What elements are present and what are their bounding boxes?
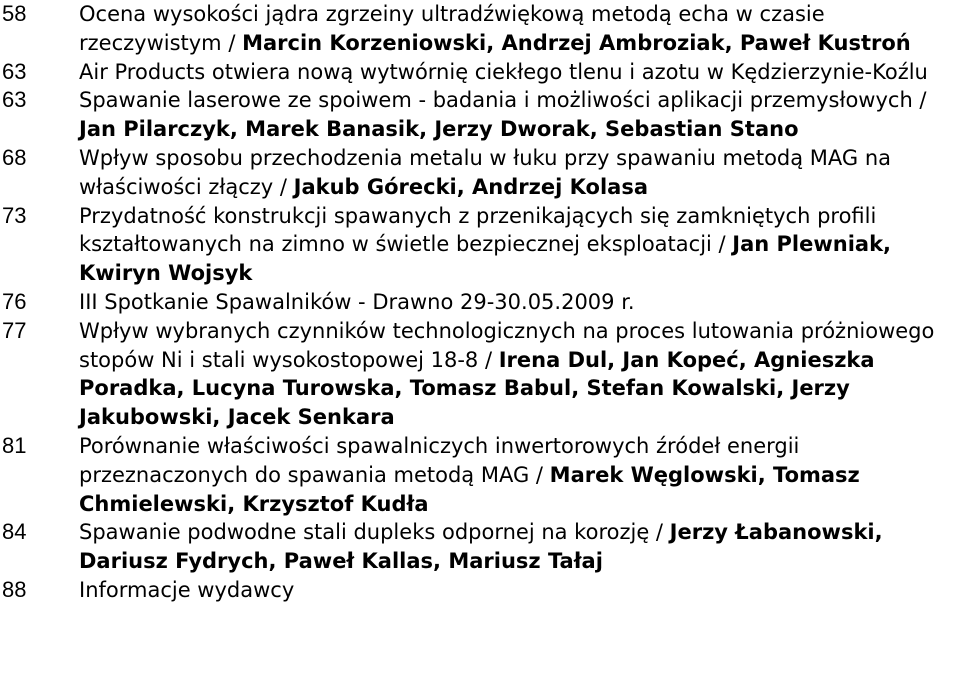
entry-title: Porównanie właściwości spawalniczych inwertorowych źródeł energii przeznaczonych do spawania metodą MAG / — [79, 433, 800, 487]
entry-text — [79, 202, 960, 288]
toc-entry[interactable] — [0, 202, 960, 288]
entry-title: Ocena wysokości jądra zgrzeiny ultradźwiękową metodą echa w czasie rzeczywistym / — [79, 2, 825, 55]
page-number: 77 — [2, 317, 27, 343]
entry-title: Air Products otwiera nową wytwórnię ciekłego tlenu i azotu w Kędzierzynie-Koźlu — [79, 59, 928, 84]
toc-entry[interactable] — [0, 86, 960, 144]
entry-text — [79, 432, 960, 518]
page-number: 63 — [2, 87, 27, 113]
entry-text — [79, 518, 960, 576]
page-number: 84 — [2, 519, 27, 545]
page-number: 68 — [2, 144, 27, 170]
toc-entry[interactable] — [0, 576, 960, 605]
toc-entry[interactable] — [0, 58, 960, 87]
entry-title: Wpływ sposobu przechodzenia metalu w łuku przy spawaniu metodą MAG na właściwości złączy / — [79, 145, 892, 199]
entry-authors: Jan Pilarczyk, Marek Banasik, Jerzy Dworak, Sebastian Stano — [79, 117, 799, 142]
toc-entry[interactable] — [0, 317, 960, 432]
entry-authors: Jan Plewniak, Kwiryn Wojsyk — [79, 232, 892, 286]
toc-entry[interactable] — [0, 432, 960, 518]
toc-entry[interactable] — [0, 144, 960, 202]
entry-text — [79, 86, 960, 144]
toc-entry[interactable] — [0, 518, 960, 576]
toc-entry[interactable] — [0, 288, 960, 317]
entry-authors: Marek Węglowski, Tomasz Chmielewski, Krzysztof Kudła — [79, 462, 860, 516]
entry-authors: Jerzy Łabanowski, Dariusz Fydrych, Paweł Kallas, Mariusz Tałaj — [79, 520, 883, 574]
entry-title: III Spotkanie Spawalników - Drawno 29-30.05.2009 r. — [79, 289, 635, 314]
page-number: 73 — [2, 202, 27, 228]
entry-text — [79, 576, 960, 605]
toc-entry[interactable] — [0, 0, 960, 58]
entry-text — [79, 144, 960, 202]
entry-authors: Jakub Górecki, Andrzej Kolasa — [293, 174, 648, 199]
page-number: 58 — [2, 1, 27, 26]
entry-text — [79, 288, 960, 317]
page-number: 88 — [2, 576, 27, 602]
entry-title: Spawanie podwodne stali dupleks odpornej na korozję / — [79, 520, 670, 545]
entry-title: Informacje wydawcy — [79, 577, 295, 602]
entry-text — [79, 58, 960, 87]
page-number: 76 — [2, 288, 27, 314]
entry-authors: Irena Dul, Jan Kopeć, Agnieszka Poradka, Lucyna Turowska, Tomasz Babul, Stefan Kowalski, Jerzy Jakubowski, Jacek Senkara — [79, 347, 875, 430]
entry-text — [79, 0, 960, 58]
entry-authors: Marcin Korzeniowski, Andrzej Ambroziak, Paweł Kustroń — [242, 30, 911, 55]
entry-text — [79, 317, 960, 432]
entry-title: Wpływ wybranych czynników technologicznych na proces lutowania próżniowego stopów Ni i stali wysokostopowej 18-8 / — [79, 318, 935, 372]
entry-title: Spawanie laserowe ze spoiwem - badania i możliwości aplikacji przemysłowych / — [79, 88, 927, 113]
entry-title: Przydatność konstrukcji spawanych z przenikających się zamkniętych profili kształtowanych na zimno w świetle bezpiecznej eksploatacji / — [79, 203, 877, 257]
page-number: 81 — [2, 432, 27, 458]
page-number: 63 — [2, 58, 27, 84]
